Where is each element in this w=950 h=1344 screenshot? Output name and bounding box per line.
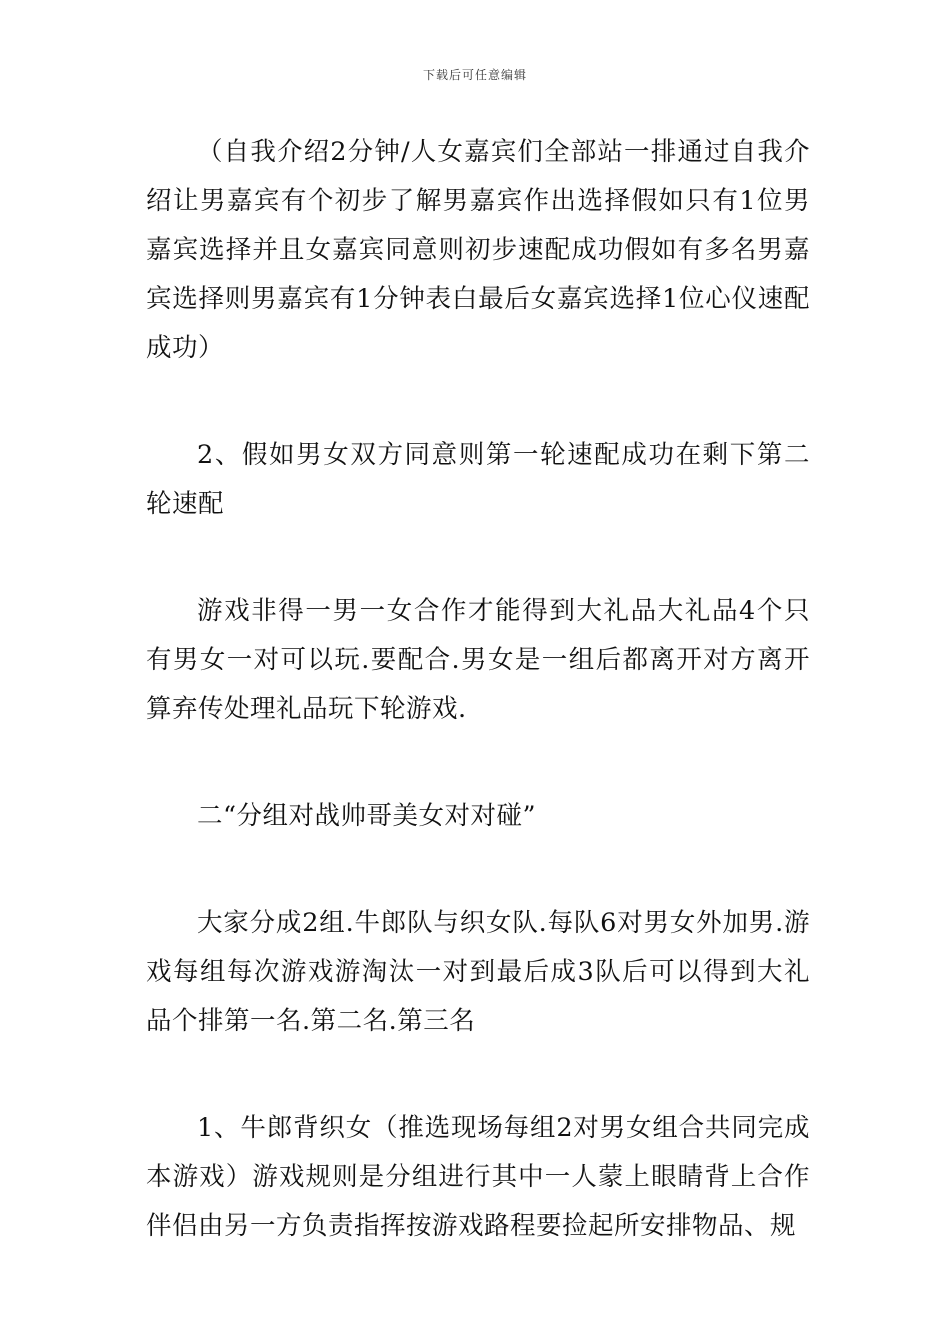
paragraph-match-round: 2、假如男女双方同意则第一轮速配成功在剩下第二轮速配 <box>146 440 810 519</box>
paragraph-gap <box>146 373 810 431</box>
paragraph-game-rule: 游戏非得一男一女合作才能得到大礼品大礼品4个只有男女一对可以玩.要配合.男女是一组后都离开对方离开算弃传处理礼品玩下轮游戏. <box>146 596 810 724</box>
paragraph-self-intro: （自我介绍2分钟/人女嘉宾们全部站一排通过自我介绍让男嘉宾有个初步了解男嘉宾作出选择假如只有1位男嘉宾选择并且女嘉宾同意则初步速配成功假如有多名男嘉宾选择则男嘉宾有1分钟表白最后女嘉宾选择1位心仪速配成功） <box>146 137 810 363</box>
paragraph-teams: 大家分成2组.牛郎队与织女队.每队6对男女外加男.游戏每组每次游戏游淘汰一对到最后成3队后可以得到大礼品个排第一名.第二名.第三名 <box>146 908 810 1036</box>
paragraph-game-one: 1、牛郎背织女（推选现场每组2对男女组合共同完成本游戏）游戏规则是分组进行其中一人蒙上眼睛背上合作伴侣由另一方负责指挥按游戏路程要捡起所安排物品、规 <box>146 1113 810 1241</box>
document-body <box>146 128 810 1251</box>
paragraph-gap <box>146 529 810 587</box>
paragraph-gap <box>146 734 810 792</box>
paragraph-gap <box>146 1046 810 1104</box>
page-header: 下载后可任意编辑 <box>422 68 527 82</box>
section-heading: 二“分组对战帅哥美女对对碰” <box>197 801 537 831</box>
paragraph-gap <box>146 841 810 899</box>
